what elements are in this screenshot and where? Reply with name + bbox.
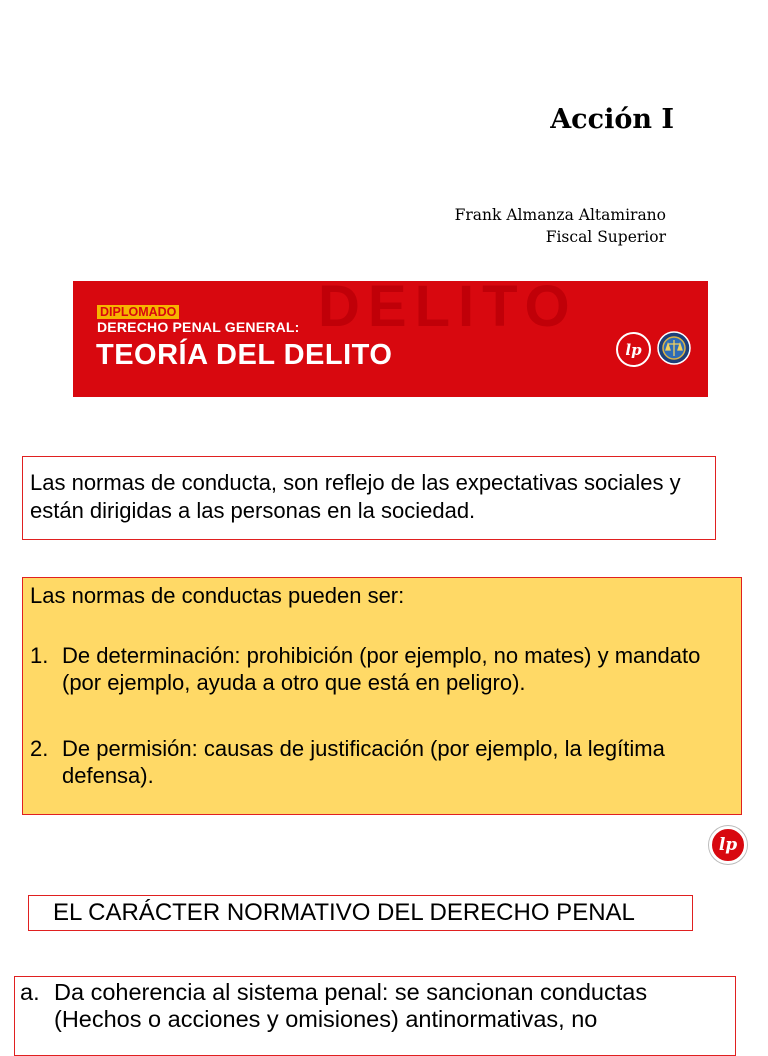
banner-subtitle: DERECHO PENAL GENERAL: <box>97 319 300 335</box>
list-item-text: Da coherencia al sistema penal: se sancionan conductas (Hechos o acciones y omisiones) antinormativas, no <box>54 979 648 1032</box>
author-name: Frank Almanza Altamirano <box>454 206 666 224</box>
norm-types-intro: Las normas de conductas pueden ser: <box>30 583 405 608</box>
norm-types-box <box>22 577 742 815</box>
lp-logo-icon: lp <box>709 826 747 864</box>
norm-types-list <box>30 642 735 789</box>
author-position: Fiscal Superior <box>545 228 666 246</box>
author-block <box>0 204 666 248</box>
norms-definition-text: Las normas de conducta, son reflejo de las expectativas sociales y están dirigidas a las personas en la sociedad. <box>30 470 681 523</box>
institution-seal-icon <box>657 331 691 365</box>
course-banner <box>73 281 708 397</box>
section-heading: EL CARÁCTER NORMATIVO DEL DERECHO PENAL <box>28 895 693 931</box>
list-item-number: 1. <box>30 643 49 668</box>
list-item-number: 2. <box>30 736 49 761</box>
banner-tag: DIPLOMADO <box>97 305 179 319</box>
normative-character-box <box>14 976 736 1056</box>
list-item-text: De permisión: causas de justificación (por ejemplo, la legítima defensa). <box>62 736 665 788</box>
list-item <box>30 735 735 789</box>
list-item-text: De determinación: prohibición (por ejemplo, no mates) y mandato (por ejemplo, ayuda a otro que está en peligro). <box>62 643 701 695</box>
list-item <box>20 979 735 1033</box>
list-item <box>30 642 735 696</box>
banner-main-title: TEORÍA DEL DELITO <box>96 339 393 371</box>
page-title: Acción I <box>550 104 674 135</box>
list-item-number: a. <box>20 979 40 1005</box>
banner-background-text: DELITO <box>318 281 578 339</box>
lp-logo-icon: lp <box>616 332 651 367</box>
norms-definition-box <box>22 456 716 540</box>
